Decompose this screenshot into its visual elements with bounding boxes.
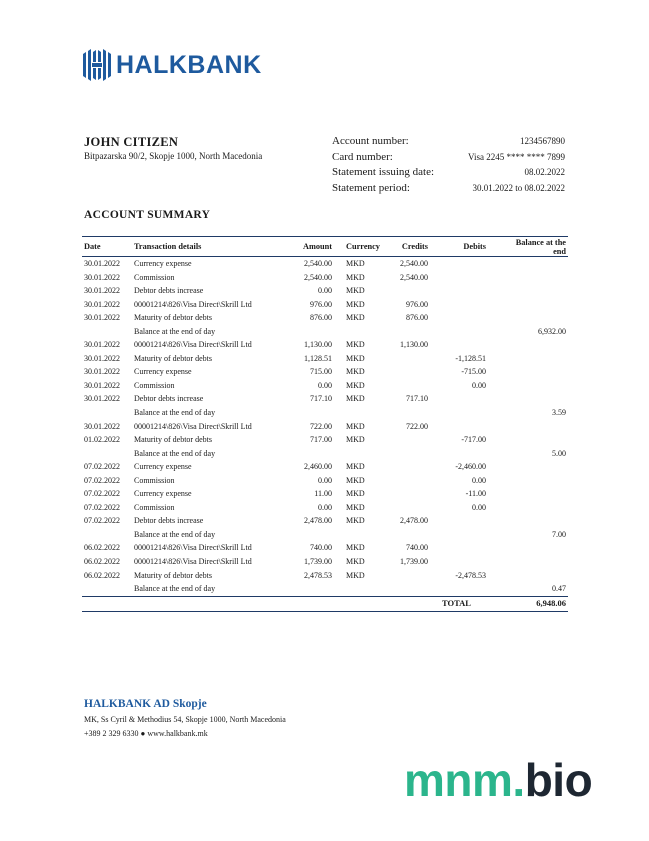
cell-amount: [288, 325, 338, 339]
cell-details: Debtor debts increase: [134, 286, 204, 296]
cell-details: Currency expense: [134, 259, 192, 268]
cell-credits: [386, 528, 442, 542]
statement-period-value: 30.01.2022 to 08.02.2022: [472, 182, 565, 193]
cell-credits: [386, 379, 442, 393]
balance-row: [82, 325, 568, 339]
balance-row: [82, 582, 568, 596]
cell-amount: 0.00: [318, 475, 332, 485]
cell-amount: 2,478.53: [304, 570, 332, 580]
table-row: [82, 433, 568, 447]
cell-credits: 2,540.00: [400, 272, 428, 282]
cell-date: 07.02.2022: [84, 489, 120, 499]
cell-date: 30.01.2022: [84, 421, 120, 431]
table-row: [82, 392, 568, 406]
logo-text: HALKBANK: [116, 51, 262, 79]
header-details: Transaction details: [132, 237, 288, 257]
cell-date: 06.02.2022: [84, 543, 120, 553]
header-date: Date: [82, 237, 132, 257]
cell-details: 00001214\826\Visa Direct\Skrill Ltd: [134, 299, 252, 309]
cell-date: 06.02.2022: [84, 557, 120, 567]
table-row: [82, 555, 568, 569]
cell-balance: [504, 257, 568, 271]
cell-credits: [386, 284, 442, 298]
cell-date: 06.02.2022: [84, 570, 120, 580]
cell-currency: MKD: [346, 421, 365, 431]
account-info: [332, 134, 565, 196]
cell-amount: 0.00: [318, 380, 332, 390]
cell-currency: MKD: [346, 489, 365, 499]
cell-currency: [338, 528, 386, 542]
cell-date: 30.01.2022: [84, 340, 120, 350]
cell-balance: [504, 460, 568, 474]
cell-balance: [504, 555, 568, 569]
balance-row: [82, 447, 568, 461]
cell-date: 30.01.2022: [84, 380, 120, 390]
cell-currency: MKD: [346, 259, 365, 268]
cell-amount: 1,130.00: [304, 340, 332, 350]
cell-debits: -717.00: [461, 435, 486, 445]
table-row: [82, 460, 568, 474]
table-row: [82, 284, 568, 298]
cell-currency: MKD: [346, 394, 365, 404]
cell-debits: [442, 325, 504, 339]
cell-balance: [504, 501, 568, 515]
footer-address: MK, Ss Cyril & Methodius 54, Skopje 1000, North Macedonia: [84, 715, 286, 724]
cell-amount: 717.00: [310, 435, 332, 445]
table-row: [82, 311, 568, 325]
cell-balance: [504, 433, 568, 447]
total-value: 6,948.06: [504, 596, 568, 611]
cell-amount: 2,540.00: [304, 272, 332, 282]
cell-currency: MKD: [346, 557, 365, 567]
table-row: [82, 271, 568, 285]
cell-date: 30.01.2022: [84, 259, 120, 268]
cell-amount: 0.00: [318, 502, 332, 512]
cell-debits: -11.00: [465, 489, 486, 499]
cell-currency: MKD: [346, 272, 365, 282]
cell-balance: [504, 365, 568, 379]
table-row: [82, 338, 568, 352]
cell-currency: [338, 325, 386, 339]
cell-credits: 722.00: [406, 421, 428, 431]
cell-balance: 7.00: [552, 529, 566, 539]
cell-date: [82, 325, 132, 339]
cell-details: Maturity of debtor debts: [134, 570, 212, 580]
cell-currency: MKD: [346, 462, 365, 472]
cell-details: Debtor debts increase: [134, 516, 204, 526]
table-row: [82, 474, 568, 488]
cell-debits: [442, 298, 504, 312]
header-credits: Credits: [386, 237, 442, 257]
cell-currency: MKD: [346, 475, 365, 485]
cell-date: 07.02.2022: [84, 462, 120, 472]
cell-date: 07.02.2022: [84, 516, 120, 526]
cell-currency: [338, 582, 386, 596]
cell-debits: [442, 392, 504, 406]
cell-debits: -2,478.53: [455, 570, 486, 580]
table-row: [82, 379, 568, 393]
cell-debits: 0.00: [472, 380, 486, 390]
cell-currency: MKD: [346, 435, 365, 445]
cell-debits: [442, 338, 504, 352]
cell-details: Currency expense: [134, 489, 192, 499]
cell-credits: [386, 582, 442, 596]
cell-amount: [288, 447, 338, 461]
cell-details: Balance at the end of day: [134, 448, 216, 458]
cell-credits: 976.00: [406, 299, 428, 309]
halkbank-logo: [82, 48, 262, 82]
cell-amount: 11.00: [314, 489, 332, 499]
table-row: [82, 501, 568, 515]
cell-credits: 2,540.00: [400, 259, 428, 268]
cell-details: Maturity of debtor debts: [134, 353, 212, 363]
cell-details: 00001214\826\Visa Direct\Skrill Ltd: [134, 421, 252, 431]
cell-date: 30.01.2022: [84, 313, 120, 323]
cell-credits: 2,478.00: [400, 516, 428, 526]
watermark: [404, 751, 592, 809]
cell-credits: 717.10: [406, 394, 428, 404]
table-row: [82, 352, 568, 366]
cell-balance: 6,932.00: [538, 326, 566, 336]
table-row: [82, 541, 568, 555]
cell-balance: [504, 392, 568, 406]
cell-debits: 0.00: [472, 502, 486, 512]
customer-name: JOHN CITIZEN: [84, 135, 179, 149]
table-row: [82, 514, 568, 528]
cell-amount: 1,739.00: [304, 557, 332, 567]
cell-amount: 717.10: [310, 394, 332, 404]
cell-currency: MKD: [346, 286, 365, 296]
cell-details: 00001214\826\Visa Direct\Skrill Ltd: [134, 557, 252, 567]
card-number-label: Card number:: [332, 150, 393, 163]
cell-date: 30.01.2022: [84, 367, 120, 377]
cell-amount: 976.00: [310, 299, 332, 309]
cell-debits: [442, 420, 504, 434]
cell-currency: [338, 406, 386, 420]
cell-details: Balance at the end of day: [134, 529, 216, 539]
cell-currency: MKD: [346, 313, 365, 323]
cell-debits: [442, 406, 504, 420]
cell-balance: [504, 298, 568, 312]
cell-credits: [386, 433, 442, 447]
cell-debits: [442, 284, 504, 298]
cell-details: Balance at the end of day: [134, 326, 216, 336]
cell-date: 30.01.2022: [84, 299, 120, 309]
cell-amount: [288, 582, 338, 596]
account-number-value: 1234567890: [520, 136, 565, 146]
cell-balance: 5.00: [552, 448, 566, 458]
cell-date: 30.01.2022: [84, 272, 120, 282]
cell-debits: -715.00: [461, 367, 486, 377]
cell-credits: 876.00: [406, 313, 428, 323]
cell-balance: [504, 379, 568, 393]
cell-debits: -2,460.00: [455, 462, 486, 472]
cell-debits: [442, 271, 504, 285]
header-amount: Amount: [288, 237, 338, 257]
cell-debits: [442, 447, 504, 461]
cell-details: Maturity of debtor debts: [134, 313, 212, 323]
account-number-label: Account number:: [332, 135, 409, 147]
cell-balance: [504, 338, 568, 352]
cell-balance: [504, 541, 568, 555]
cell-currency: MKD: [346, 353, 365, 363]
cell-debits: 0.00: [472, 475, 486, 485]
balance-row: [82, 406, 568, 420]
table-row: [82, 365, 568, 379]
cell-date: [82, 528, 132, 542]
cell-date: 07.02.2022: [84, 475, 120, 485]
total-label: TOTAL: [442, 596, 504, 611]
header-balance: Balance at the end: [504, 237, 568, 257]
cell-amount: 715.00: [310, 367, 332, 377]
watermark-part2: bio: [524, 754, 593, 806]
cell-debits: [442, 555, 504, 569]
cell-date: 07.02.2022: [84, 502, 120, 512]
cell-amount: 1,128.51: [304, 353, 332, 363]
cell-currency: MKD: [346, 367, 365, 377]
cell-debits: [442, 514, 504, 528]
cell-date: [82, 582, 132, 596]
cell-amount: 0.00: [318, 286, 332, 296]
statement-period-row: [332, 181, 565, 197]
footer-contact: +389 2 329 6330 ● www.halkbank.mk: [84, 729, 208, 738]
table-row: [82, 420, 568, 434]
cell-credits: [386, 365, 442, 379]
cell-debits: [442, 257, 504, 271]
table-row: [82, 257, 568, 271]
cell-amount: 2,460.00: [304, 462, 332, 472]
cell-details: Commission: [134, 272, 175, 282]
cell-balance: 3.59: [552, 408, 566, 418]
header-debits: Debits: [442, 237, 504, 257]
cell-currency: MKD: [346, 516, 365, 526]
cell-credits: 1,739.00: [400, 557, 428, 567]
cell-details: 00001214\826\Visa Direct\Skrill Ltd: [134, 543, 252, 553]
cell-debits: [442, 311, 504, 325]
cell-balance: [504, 569, 568, 583]
cell-balance: [504, 284, 568, 298]
customer-address: Bitpazarska 90/2, Skopje 1000, North Macedonia: [84, 151, 263, 161]
cell-balance: [504, 271, 568, 285]
cell-date: [82, 447, 132, 461]
cell-details: 00001214\826\Visa Direct\Skrill Ltd: [134, 340, 252, 350]
cell-credits: 740.00: [406, 543, 428, 553]
cell-currency: MKD: [346, 340, 365, 350]
cell-date: 30.01.2022: [84, 394, 120, 404]
cell-details: Debtor debts increase: [134, 394, 204, 404]
cell-currency: [338, 447, 386, 461]
cell-credits: 1,130.00: [400, 340, 428, 350]
cell-amount: 2,478.00: [304, 516, 332, 526]
cell-details: Maturity of debtor debts: [134, 435, 212, 445]
watermark-part1: mnm.: [404, 754, 525, 806]
cell-debits: [442, 528, 504, 542]
cell-debits: [442, 582, 504, 596]
cell-credits: [386, 460, 442, 474]
halkbank-logo-icon: [82, 48, 112, 82]
cell-credits: [386, 352, 442, 366]
cell-currency: MKD: [346, 502, 365, 512]
cell-amount: [288, 528, 338, 542]
cell-details: Commission: [134, 380, 175, 390]
cell-debits: -1,128.51: [455, 353, 486, 363]
cell-credits: [386, 325, 442, 339]
cell-credits: [386, 501, 442, 515]
cell-date: 30.01.2022: [84, 353, 120, 363]
statement-period-label: Statement period:: [332, 181, 410, 194]
cell-credits: [386, 447, 442, 461]
cell-date: [82, 406, 132, 420]
footer-bank-name: HALKBANK AD Skopje: [84, 698, 207, 710]
cell-amount: 740.00: [310, 543, 332, 553]
cell-amount: 722.00: [310, 421, 332, 431]
table-row: [82, 569, 568, 583]
cell-amount: 2,540.00: [304, 259, 332, 268]
cell-balance: [504, 420, 568, 434]
issuing-date-label: Statement issuing date:: [332, 166, 435, 178]
cell-details: Commission: [134, 475, 175, 485]
table-header-row: [82, 237, 568, 257]
cell-balance: [504, 487, 568, 501]
account-summary-title: ACCOUNT SUMMARY: [84, 209, 211, 221]
total-row: [82, 596, 568, 611]
cell-balance: [504, 514, 568, 528]
cell-details: Commission: [134, 502, 175, 512]
cell-credits: [386, 406, 442, 420]
cell-details: Currency expense: [134, 367, 192, 377]
cell-balance: 0.47: [552, 584, 566, 594]
cell-amount: [288, 406, 338, 420]
cell-balance: [504, 474, 568, 488]
cell-debits: [442, 541, 504, 555]
cell-credits: [386, 474, 442, 488]
issuing-date-row: [332, 165, 565, 181]
cell-balance: [504, 352, 568, 366]
card-number-value: Visa 2245 **** **** 7899: [468, 151, 565, 162]
table-row: [82, 487, 568, 501]
table-row: [82, 298, 568, 312]
cell-details: Balance at the end of day: [134, 584, 216, 594]
cell-currency: MKD: [346, 380, 365, 390]
cell-credits: [386, 569, 442, 583]
balance-row: [82, 528, 568, 542]
cell-details: Currency expense: [134, 462, 192, 472]
cell-details: Balance at the end of day: [134, 408, 216, 418]
header-currency: Currency: [338, 237, 386, 257]
transactions-table: [82, 236, 568, 612]
cell-balance: [504, 311, 568, 325]
cell-credits: [386, 487, 442, 501]
card-number-row: [332, 150, 565, 166]
cell-date: 30.01.2022: [84, 286, 120, 296]
cell-currency: MKD: [346, 570, 365, 580]
cell-date: 01.02.2022: [84, 435, 120, 445]
account-number-row: [332, 134, 565, 150]
cell-amount: 876.00: [310, 313, 332, 323]
cell-currency: MKD: [346, 543, 365, 553]
cell-currency: MKD: [346, 299, 365, 309]
issuing-date-value: 08.02.2022: [524, 167, 565, 177]
